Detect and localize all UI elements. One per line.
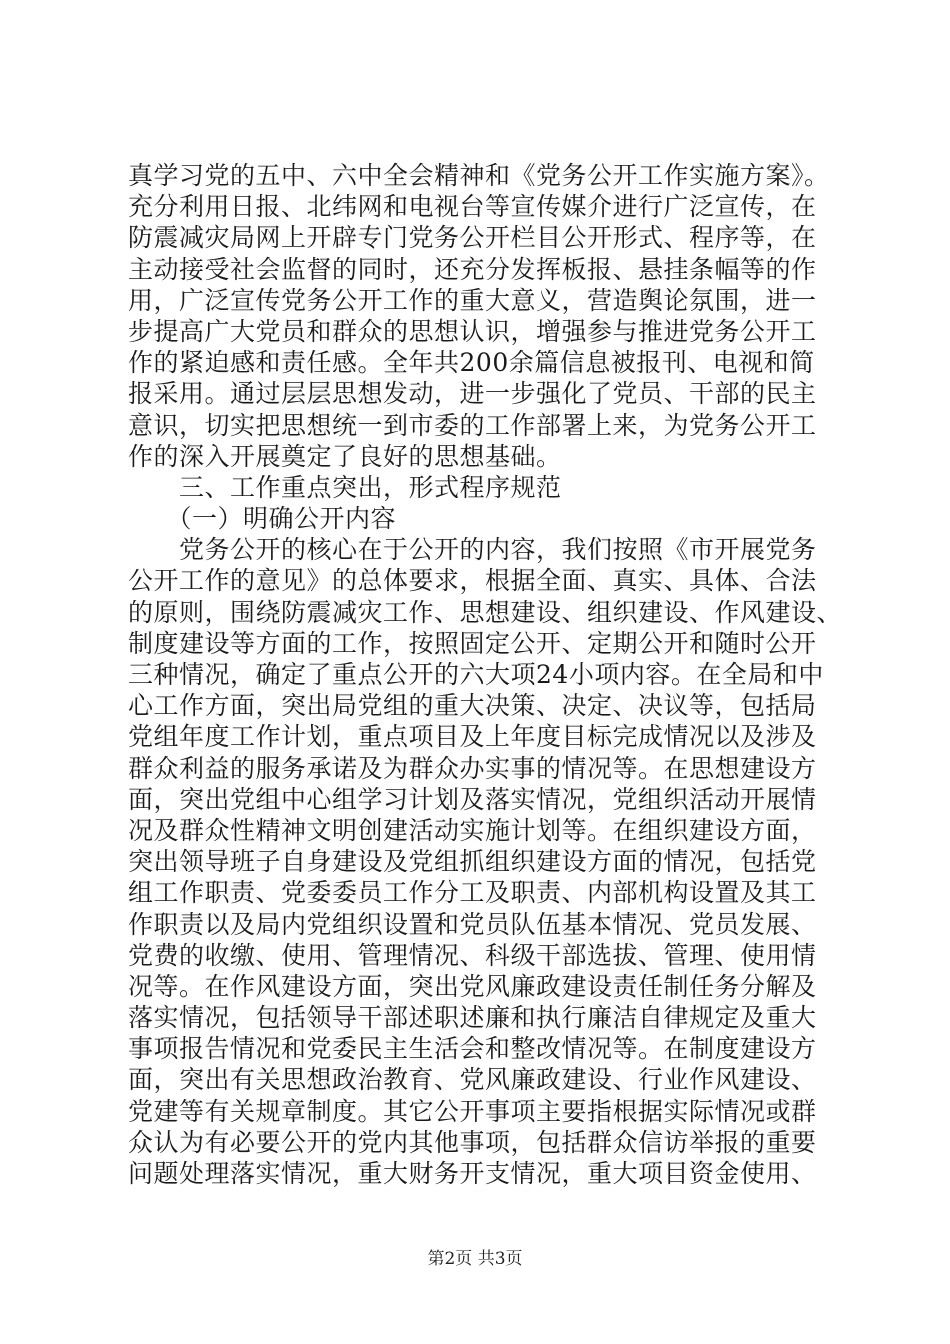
text-line: 真学习党的五中、六中全会精神和《党务公开工作实施方案》。 xyxy=(128,161,830,190)
text-line: 落实情况，包括领导干部述职述廉和执行廉洁自律规定及重大 xyxy=(128,1003,817,1033)
text-line: 制度建设等方面的工作，按照固定公开、定期公开和随时公开 xyxy=(128,628,817,658)
text-line: 问题处理落实情况，重大财务开支情况，重大项目资金使用、 xyxy=(128,1159,817,1188)
text-line: 的原则，围绕防震减灾工作、思想建设、组织建设、作风建设、 xyxy=(128,597,843,627)
text-line: 突出领导班子自身建设及党组抓组织建设方面的情况，包括党 xyxy=(128,847,817,877)
text-line: 三、工作重点突出，形式程序规范 xyxy=(128,472,562,502)
text-line: 况等。在作风建设方面，突出党风廉政建设责任制任务分解及 xyxy=(128,971,817,1001)
document-body xyxy=(128,160,843,1189)
text-line: 作的紧迫感和责任感。全年共200余篇信息被报刊、电视和简 xyxy=(128,348,815,378)
text-line: 党务公开的核心在于公开的内容，我们按照《市开展党务 xyxy=(128,535,817,565)
text-line: 步提高广大党员和群众的思想认识，增强参与推进党务公开工 xyxy=(128,316,817,346)
text-line: 事项报告情况和党委民主生活会和整改情况等。在制度建设方 xyxy=(128,1034,817,1064)
text-line: 作职责以及局内党组织设置和党员队伍基本情况、党员发展、 xyxy=(128,909,817,939)
text-line: 党费的收缴、使用、管理情况、科级干部选拔、管理、使用情 xyxy=(128,940,817,970)
text-line: 用，广泛宣传党务公开工作的重大意义，营造舆论氛围，进一 xyxy=(128,285,817,315)
text-line: 心工作方面，突出局党组的重大决策、决定、决议等，包括局 xyxy=(128,691,817,721)
text-line: 面，突出有关思想政治教育、党风廉政建设、行业作风建设、 xyxy=(128,1065,817,1095)
text-line: 党建等有关规章制度。其它公开事项主要指根据实际情况或群 xyxy=(128,1096,817,1126)
text-line: 党组年度工作计划，重点项目及上年度目标完成情况以及涉及 xyxy=(128,722,817,752)
text-line: 作的深入开展奠定了良好的思想基础。 xyxy=(128,441,562,471)
text-line: 报采用。通过层层思想发动，进一步强化了党员、干部的民主 xyxy=(128,379,817,409)
text-line: 公开工作的意见》的总体要求，根据全面、真实、具体、合法 xyxy=(128,566,817,596)
text-line: 意识，切实把思想统一到市委的工作部署上来，为党务公开工 xyxy=(128,410,817,440)
text-line: 况及群众性精神文明创建活动实施计划等。在组织建设方面， xyxy=(128,815,817,845)
text-line: 组工作职责、党委委员工作分工及职责、内部机构设置及其工 xyxy=(128,878,817,908)
text-line: （一）明确公开内容 xyxy=(128,504,397,534)
text-line: 面，突出党组中心组学习计划及落实情况，党组织活动开展情 xyxy=(128,784,817,814)
page-footer: 第2页 共3页 xyxy=(427,1249,523,1269)
text-line: 防震减灾局网上开辟专门党务公开栏目公开形式、程序等，在 xyxy=(128,223,817,253)
text-line: 众认为有必要公开的党内其他事项，包括群众信访举报的重要 xyxy=(128,1127,817,1157)
text-line: 三种情况，确定了重点公开的六大项24小项内容。在全局和中 xyxy=(128,660,824,689)
text-line: 充分利用日报、北纬网和电视台等宣传媒介进行广泛宣传，在 xyxy=(128,192,817,222)
text-line: 主动接受社会监督的同时，还充分发挥板报、悬挂条幅等的作 xyxy=(128,254,817,284)
text-line: 群众利益的服务承诺及为群众办实事的情况等。在思想建设方 xyxy=(128,753,817,783)
